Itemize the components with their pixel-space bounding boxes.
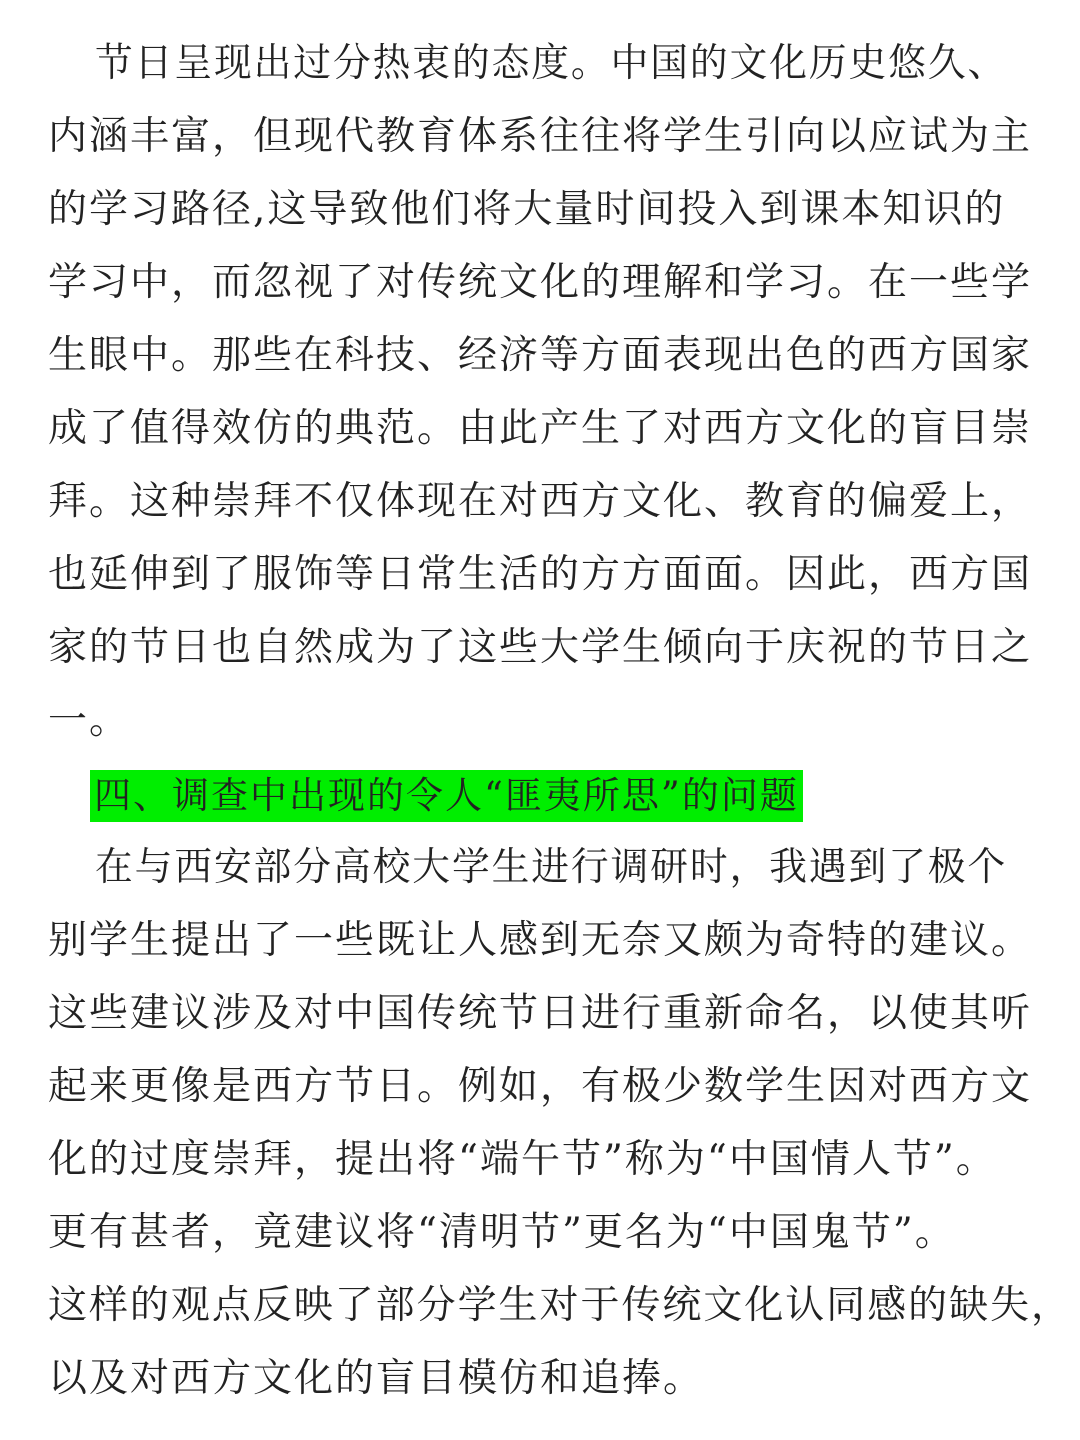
paragraph-line: 起来更像是西方节日。例如，有极少数学生因对西方文 <box>48 1064 1033 1109</box>
paragraph-line: 也延伸到了服饰等日常生活的方方面面。因此，西方国 <box>48 552 1033 597</box>
paragraph-line: 学习中，而忽视了对传统文化的理解和学习。在一些学 <box>48 260 1033 305</box>
paragraph-line: 别学生提出了一些既让人感到无奈又颇为奇特的建议。 <box>48 918 1033 963</box>
paragraph-line: 生眼中。那些在科技、经济等方面表现出色的西方国家 <box>48 333 1033 378</box>
paragraph-line: 家的节日也自然成为了这些大学生倾向于庆祝的节日之 <box>48 625 1033 670</box>
paragraph-line: 一。 <box>48 698 131 743</box>
paragraph-line: 在与西安部分高校大学生进行调研时，我遇到了极个 <box>95 845 1008 890</box>
paragraph-line: 以及对西方文化的盲目模仿和追捧。 <box>48 1356 705 1401</box>
paragraph-line: 节日呈现出过分热衷的态度。中国的文化历史悠久、 <box>95 41 1008 86</box>
paragraph-line: 内涵丰富，但现代教育体系往往将学生引向以应试为主 <box>48 114 1033 159</box>
paragraph-line: 这样的观点反映了部分学生对于传统文化认同感的缺失， <box>48 1283 1073 1328</box>
paragraph-line: 这些建议涉及对中国传统节日进行重新命名，以使其听 <box>48 991 1033 1036</box>
section-heading <box>90 770 803 822</box>
paragraph-line: 更有甚者，竟建议将“清明节”更名为“中国鬼节”。 <box>48 1210 956 1255</box>
paragraph-line: 拜。这种崇拜不仅体现在对西方文化、教育的偏爱上， <box>48 479 1033 524</box>
paragraph-line: 的学习路径,这导致他们将大量时间投入到课本知识的 <box>48 187 1006 232</box>
paragraph-line: 成了值得效仿的典范。由此产生了对西方文化的盲目崇 <box>48 406 1033 451</box>
paragraph-line: 化的过度崇拜，提出将“端午节”称为“中国情人节”。 <box>48 1137 997 1182</box>
section-heading-text: 四、调查中出现的令人“匪夷所思”的问题 <box>90 770 803 822</box>
